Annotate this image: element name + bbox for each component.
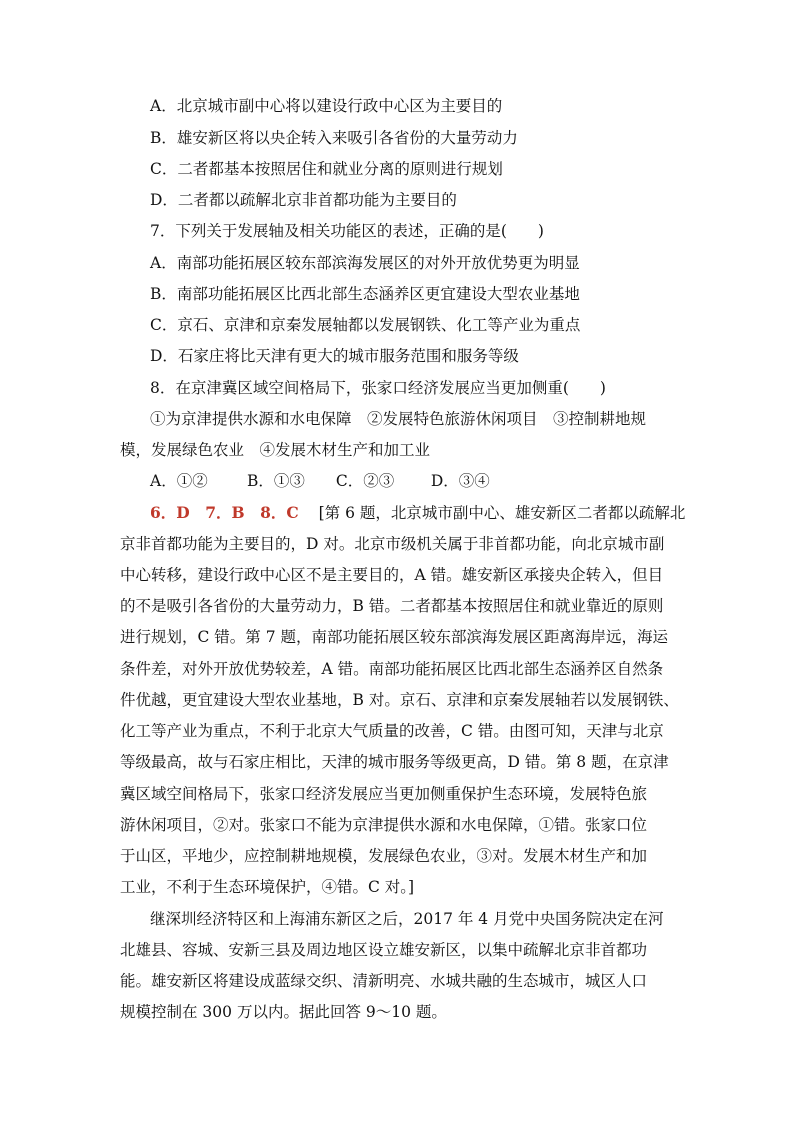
answer-line-4: 进行规划，C 错。第 7 题，南部功能拓展区较东部滨海发展区距离海岸远，海运 [120, 628, 669, 646]
q7-option-c: C．京石、京津和京秦发展轴都以发展钢铁、化工等产业为重点 [150, 316, 581, 334]
answer-line-2: 中心转移，建设行政中心区不是主要目的，A 错。雄安新区承接央企转入，但目 [120, 566, 664, 584]
answer-line-10: 游休闲项目，②对。张家口不能为京津提供水源和水电保障，①错。张家口位 [120, 816, 648, 834]
answer-line-5: 条件差，对外开放优势较差，A 错。南部功能拓展区比西北部生态涵养区自然条 [120, 660, 664, 678]
answer-line-7: 化工等产业为重点，不利于北京大气质量的改善，C 错。由图可知，天津与北京 [120, 722, 664, 740]
q7-option-d: D．石家庄将比天津有更大的城市服务范围和服务等级 [150, 347, 519, 365]
passage-line-2: 能。雄安新区将建设成蓝绿交织、清新明亮、水城共融的生态城市，城区人口 [120, 972, 648, 990]
answer-line-1: 京非首都功能为主要目的，D 对。北京市级机关属于非首都功能，向北京城市副 [120, 535, 665, 553]
q6-option-d: D．二者都以疏解北京非首都功能为主要目的 [150, 191, 457, 209]
answer-line-3: 的不是吸引各省份的大量劳动力，B 错。二者都基本按照居住和就业靠近的原则 [120, 597, 664, 615]
passage-line-1: 北雄县、容城、安新三县及周边地区设立雄安新区，以集中疏解北京非首都功 [120, 941, 648, 959]
q7-stem: 7．下列关于发展轴及相关功能区的表述，正确的是( ) [150, 222, 544, 240]
passage-line-0: 继深圳经济特区和上海浦东新区之后，2017 年 4 月党中央国务院决定在河 [150, 910, 664, 928]
q7-option-b: B．南部功能拓展区比西北部生态涵养区更宜建设大型农业基地 [150, 285, 580, 303]
q6-option-a: A．北京城市副中心将以建设行政中心区为主要目的 [150, 97, 503, 115]
q8-stem: 8．在京津冀区域空间格局下，张家口经济发展应当更加侧重( ) [150, 379, 606, 397]
q8-items-line1: ①为京津提供水源和水电保障 ②发展特色旅游休闲项目 ③控制耕地规 [150, 410, 647, 428]
q8-choice-b: B．①③ [246, 472, 305, 490]
q8-choices [150, 471, 490, 491]
passage-line-3: 规模控制在 300 万以内。据此回答 9～10 题。 [120, 1003, 447, 1021]
q8-choice-d: D．③④ [430, 472, 490, 490]
answer-line-8: 等级最高，故与石家庄相比，天津的城市服务等级更高，D 错。第 8 题，在京津 [120, 753, 669, 771]
answer-line-12: 工业，不利于生态环境保护，④错。C 对。] [120, 878, 415, 896]
q7-option-a: A．南部功能拓展区较东部滨海发展区的对外开放优势更为明显 [150, 254, 580, 272]
answer-line-0 [150, 503, 685, 523]
q8-items-line2: 模，发展绿色农业 ④发展木材生产和加工业 [120, 441, 431, 459]
q6-option-c: C．二者都基本按照居住和就业分离的原则进行规划 [150, 160, 503, 178]
q8-choice-c: C．②③ [335, 472, 395, 490]
answer-keys: 6．D 7．B 8．C [150, 503, 299, 522]
answer-text-0: [第 6 题，北京城市副中心、雄安新区二者都以疏解北 [318, 504, 686, 522]
q6-option-b: B．雄安新区将以央企转入来吸引各省份的大量劳动力 [150, 129, 518, 147]
answer-line-11: 于山区，平地少，应控制耕地规模，发展绿色农业，③对。发展木材生产和加 [120, 847, 648, 865]
q8-choice-a: A．①② [150, 472, 208, 490]
answer-line-6: 件优越，更宜建设大型农业基地，B 对。京石、京津和京秦发展轴若以发展钢铁、 [120, 691, 679, 709]
answer-line-9: 冀区域空间格局下，张家口经济发展应当更加侧重保护生态环境，发展特色旅 [120, 785, 648, 803]
